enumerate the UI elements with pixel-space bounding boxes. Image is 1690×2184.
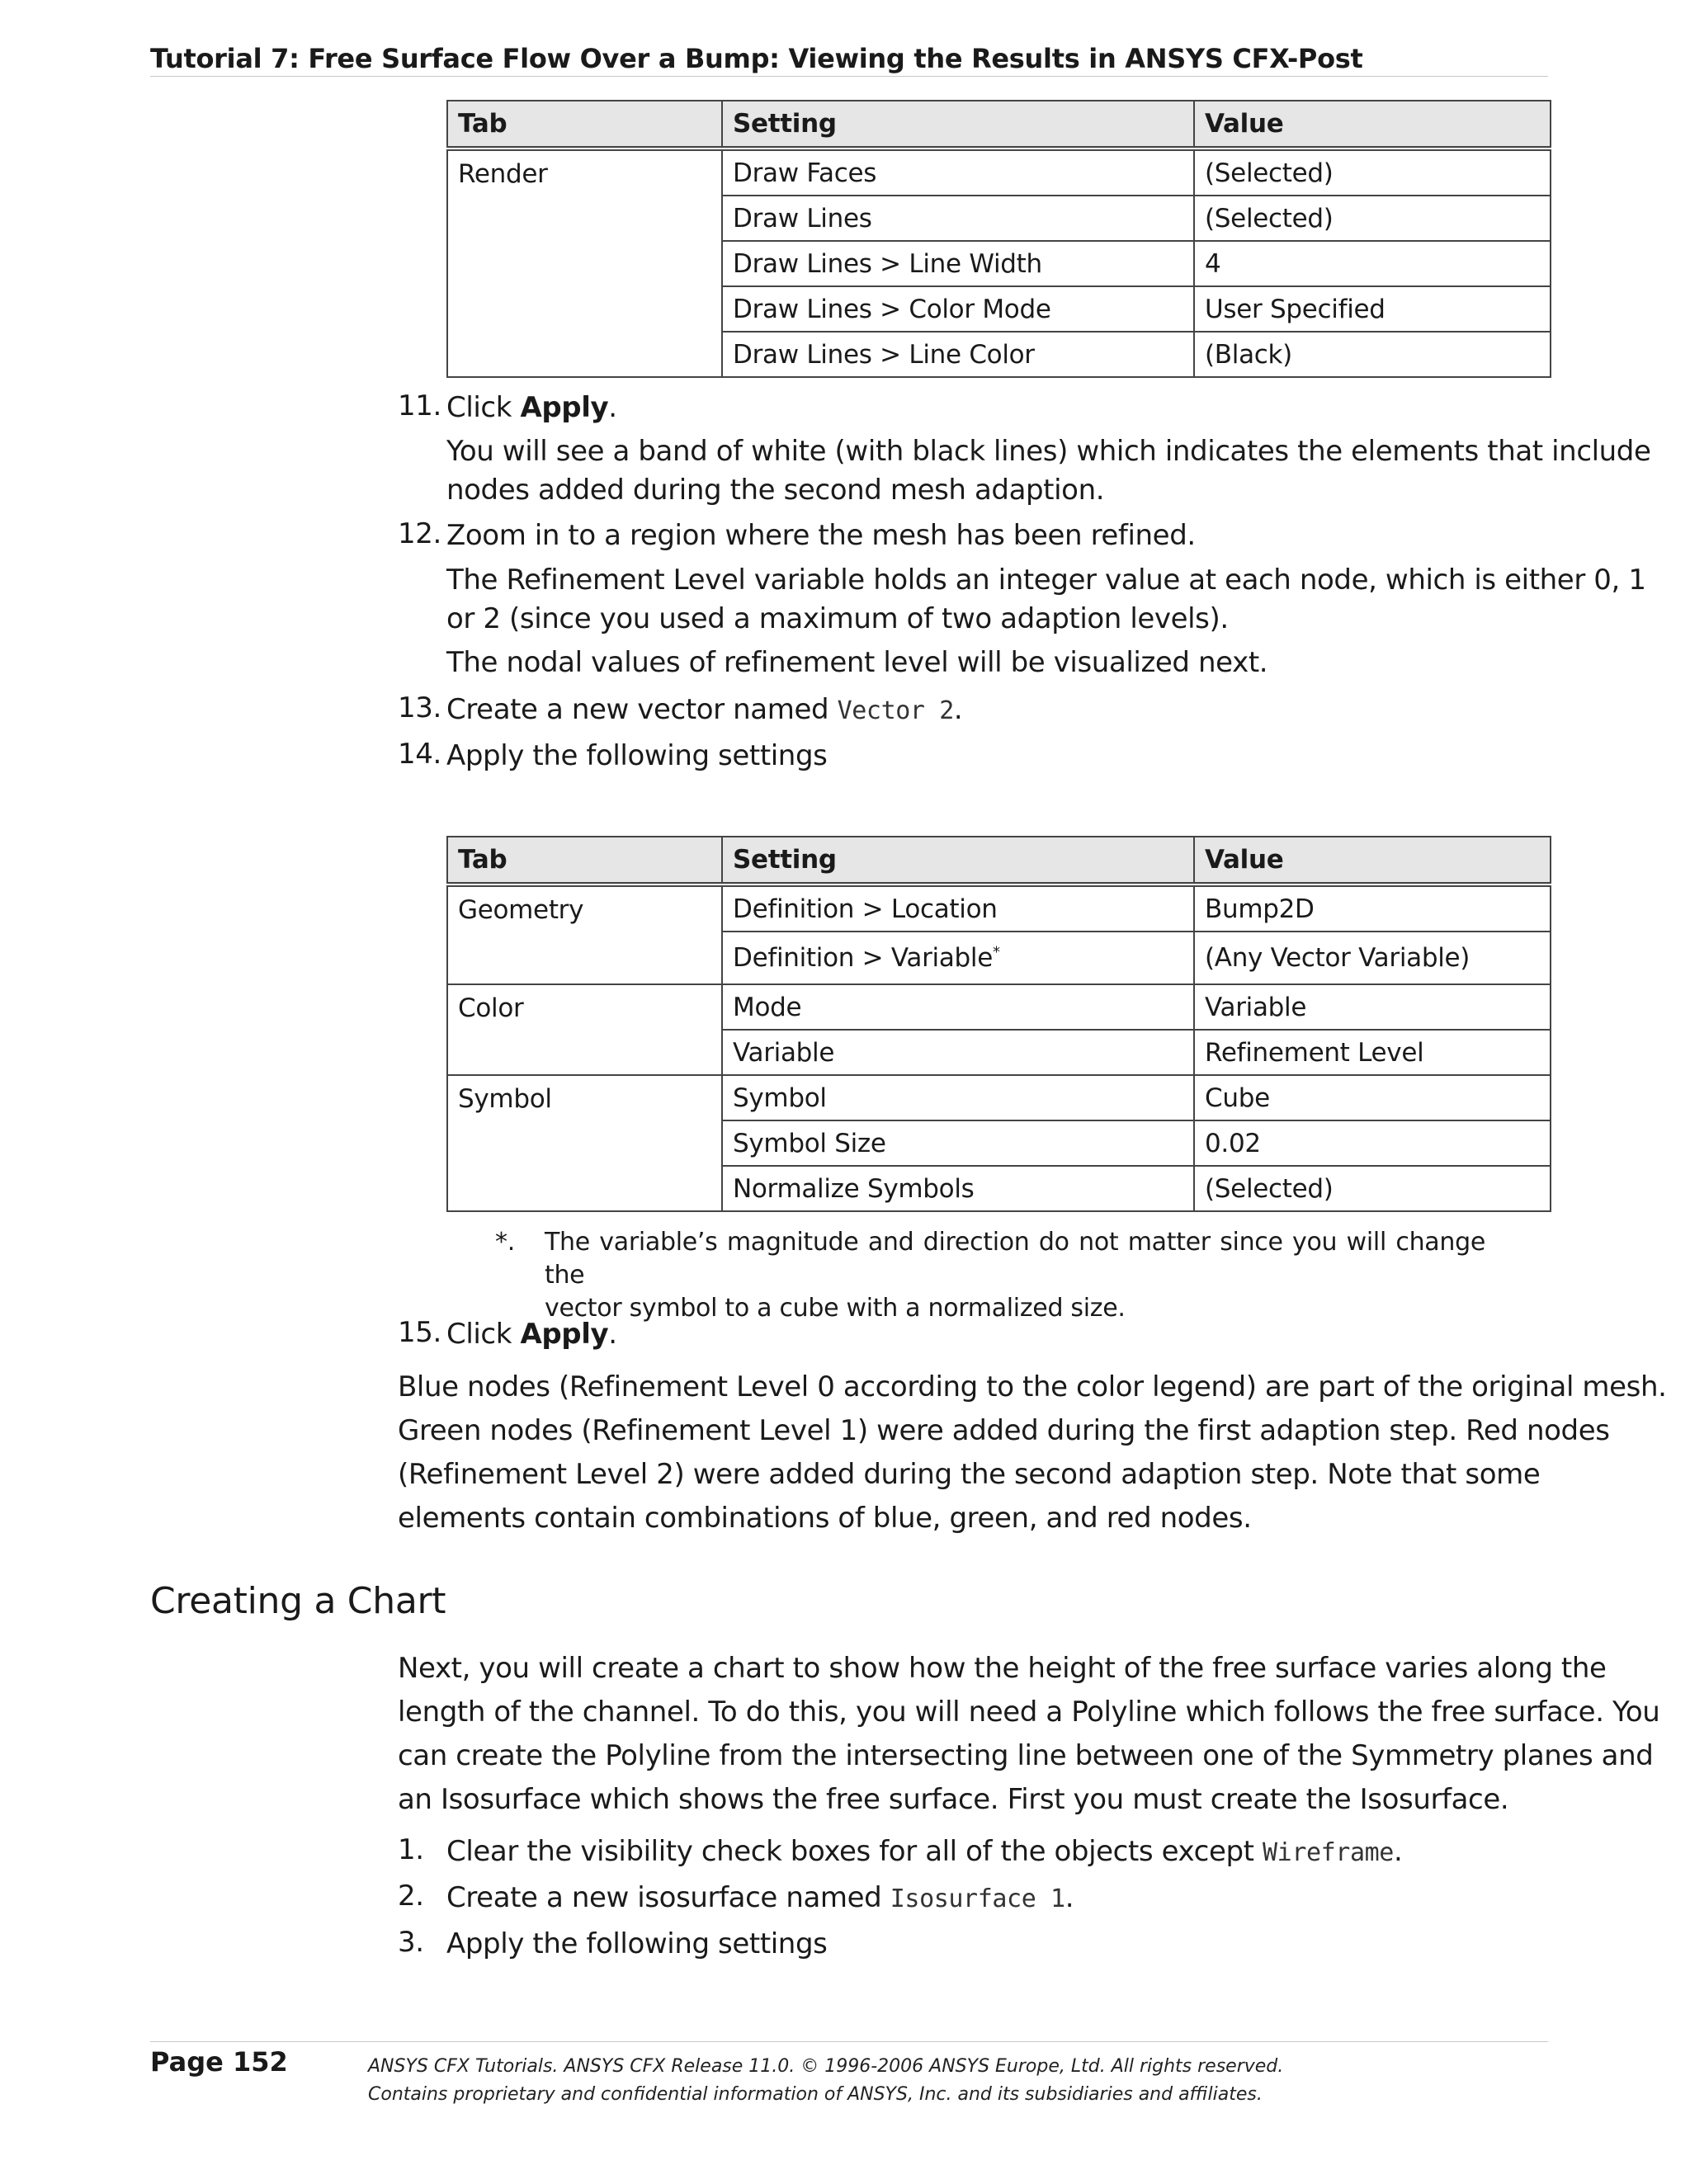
setting-cell: Draw Faces bbox=[722, 149, 1194, 196]
step-13-text: Create a new vector named Vector 2. bbox=[446, 693, 963, 726]
step-number: 2. bbox=[398, 1880, 424, 1913]
value-cell: Refinement Level bbox=[1194, 1030, 1551, 1075]
value-cell: 0.02 bbox=[1194, 1120, 1551, 1166]
header-value: Value bbox=[1194, 837, 1551, 884]
setting-cell: Mode bbox=[722, 984, 1194, 1030]
tab-cell: Geometry bbox=[447, 884, 722, 984]
step-15-text: Click Apply. bbox=[446, 1318, 617, 1351]
value-cell: Bump2D bbox=[1194, 884, 1551, 932]
step-12-description: The Refinement Level variable holds an integer value at each node, which is either 0, 1 or 2 (since you used a maximum of two adaption levels). The nodal values of refinement level will be visualized next. bbox=[446, 564, 1646, 679]
footnote-marker: * bbox=[993, 943, 1000, 961]
footnote-mark: *. bbox=[495, 1228, 515, 1257]
footnote-text: The variable’s magnitude and direction do not matter since you will change the vector symbol to a cube with a normalized size. bbox=[545, 1228, 1485, 1323]
step-number: 11. bbox=[398, 389, 441, 422]
setting-cell: Definition > Variable* bbox=[722, 932, 1194, 984]
render-settings-table bbox=[446, 100, 1551, 378]
value-cell: (Any Vector Variable) bbox=[1194, 932, 1551, 984]
value-cell: (Black) bbox=[1194, 332, 1551, 377]
refinement-explanation-paragraph: Blue nodes (Refinement Level 0 according to the color legend) are part of the original mesh. Green nodes (Refinement Level 1) were added during the first adaption step. Red nodes (Refinement Level 2) were added during the second adaption step. Note that some elements contain combinations of blue, green, and red nodes. bbox=[398, 1370, 1667, 1535]
step-number: 13. bbox=[398, 691, 441, 724]
chart-step-1-text: Clear the visibility check boxes for all of the objects except Wireframe. bbox=[446, 1835, 1403, 1868]
setting-cell: Definition > Location bbox=[722, 884, 1194, 932]
tab-cell: Symbol bbox=[447, 1075, 722, 1211]
header-setting: Setting bbox=[722, 101, 1194, 149]
page-number: Page 152 bbox=[150, 2046, 288, 2078]
setting-cell: Normalize Symbols bbox=[722, 1166, 1194, 1211]
value-cell: (Selected) bbox=[1194, 1166, 1551, 1211]
value-cell: (Selected) bbox=[1194, 149, 1551, 196]
table-row bbox=[447, 1075, 1551, 1120]
step-11-text: Click Apply. bbox=[446, 391, 617, 424]
vector-settings-table bbox=[446, 836, 1551, 1212]
step-number: 14. bbox=[398, 738, 441, 771]
step-number: 3. bbox=[398, 1926, 424, 1959]
step-number: 1. bbox=[398, 1833, 424, 1866]
value-cell: Cube bbox=[1194, 1075, 1551, 1120]
chart-step-3-text: Apply the following settings bbox=[446, 1927, 828, 1960]
step-number: 12. bbox=[398, 517, 441, 550]
table-header-row bbox=[447, 837, 1551, 884]
table-row bbox=[447, 884, 1551, 932]
table-header-row bbox=[447, 101, 1551, 149]
header-divider bbox=[150, 76, 1548, 77]
value-cell: 4 bbox=[1194, 241, 1551, 286]
setting-cell: Variable bbox=[722, 1030, 1194, 1075]
running-header: Tutorial 7: Free Surface Flow Over a Bump: Viewing the Results in ANSYS CFX-Post bbox=[150, 43, 1363, 74]
setting-cell: Draw Lines bbox=[722, 196, 1194, 241]
header-tab: Tab bbox=[447, 837, 722, 884]
section-intro-paragraph: Next, you will create a chart to show how the height of the free surface varies along the length of the channel. To do this, you will need a Polyline which follows the free surface. You can create the Polyline from the intersecting line between one of the Symmetry planes and an Isosurface which shows the free surface. First you must create the Isosurface. bbox=[398, 1652, 1660, 1816]
step-number: 15. bbox=[398, 1316, 441, 1349]
step-14-text: Apply the following settings bbox=[446, 739, 828, 772]
table-row bbox=[447, 984, 1551, 1030]
chart-step-2-text: Create a new isosurface named Isosurface 1. bbox=[446, 1881, 1074, 1914]
value-cell: Variable bbox=[1194, 984, 1551, 1030]
header-tab: Tab bbox=[447, 101, 722, 149]
header-value: Value bbox=[1194, 101, 1551, 149]
setting-cell: Draw Lines > Color Mode bbox=[722, 286, 1194, 332]
header-setting: Setting bbox=[722, 837, 1194, 884]
footer-copyright: ANSYS CFX Tutorials. ANSYS CFX Release 11.0. © 1996-2006 ANSYS Europe, Ltd. All rights reserved. Contains proprietary and confidential information of ANSYS, Inc. and its subsidiaries and affiliates. bbox=[368, 2056, 1284, 2105]
footer-divider bbox=[150, 2041, 1548, 2042]
value-cell: (Selected) bbox=[1194, 196, 1551, 241]
tab-cell: Color bbox=[447, 984, 722, 1075]
tab-cell: Render bbox=[447, 149, 722, 377]
value-cell: User Specified bbox=[1194, 286, 1551, 332]
setting-cell: Symbol bbox=[722, 1075, 1194, 1120]
section-heading: Creating a Chart bbox=[150, 1580, 446, 1622]
table-row bbox=[447, 149, 1551, 196]
setting-cell: Draw Lines > Line Width bbox=[722, 241, 1194, 286]
setting-cell: Symbol Size bbox=[722, 1120, 1194, 1166]
setting-cell: Draw Lines > Line Color bbox=[722, 332, 1194, 377]
step-12-text: Zoom in to a region where the mesh has been refined. bbox=[446, 519, 1196, 552]
step-11-description: You will see a band of white (with black lines) which indicates the elements that include nodes added during the second mesh adaption. bbox=[446, 435, 1651, 507]
